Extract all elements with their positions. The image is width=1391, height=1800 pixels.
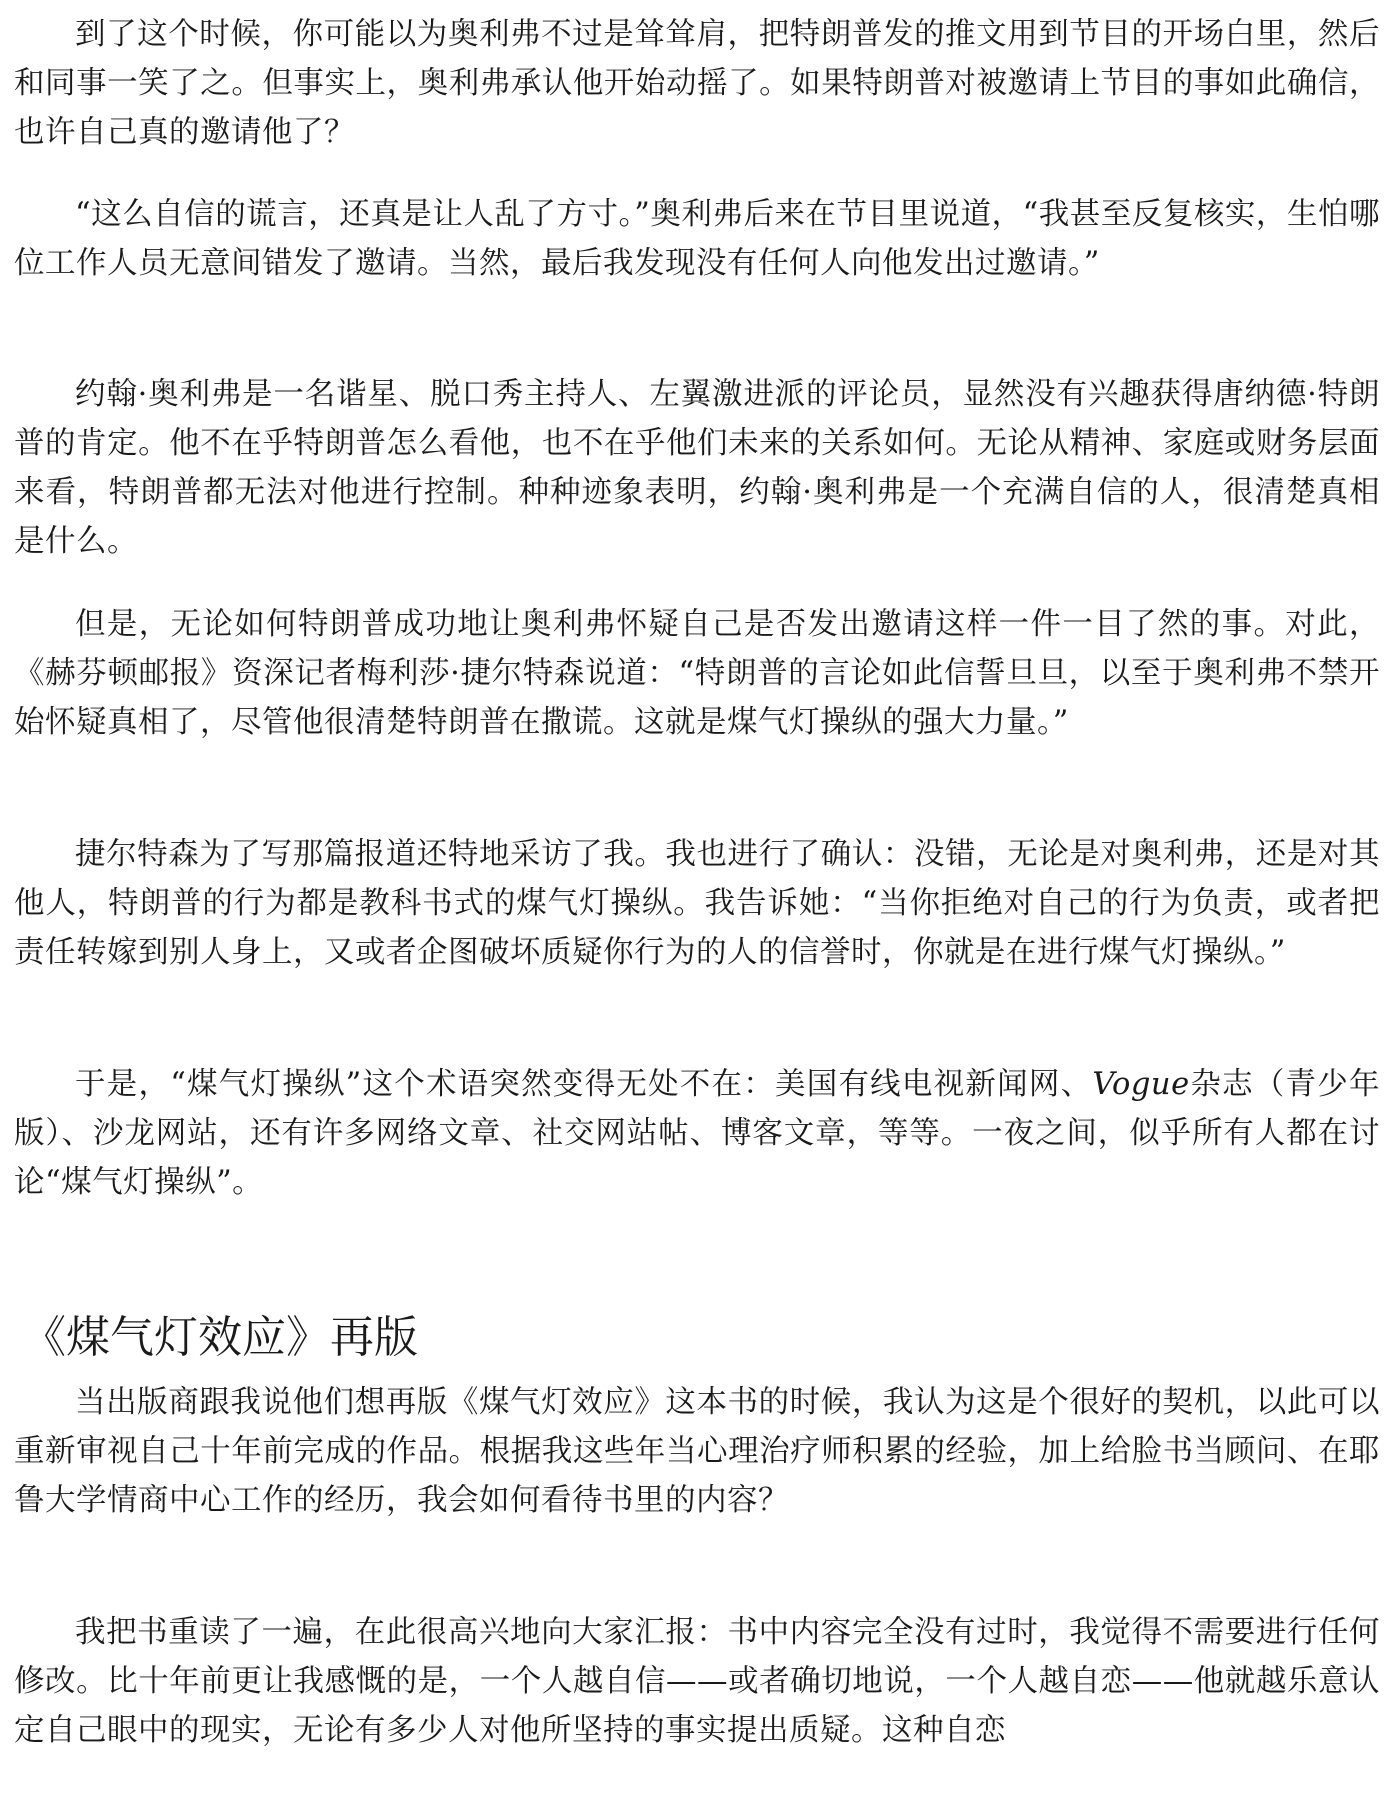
section-paragraph-1: 当出版商跟我说他们想再版《煤气灯效应》这本书的时候，我认为这是个很好的契机，以此可以重新审视自己十年前完成的作品。根据我这些年当心理治疗师积累的经验，加上给脸书当顾问、在耶鲁大学情商中心工作的经历，我会如何看待书里的内容？ <box>14 1385 1380 1518</box>
paragraph-6-text-a: 于是，“煤气灯操纵”这个术语突然变得无处不在：美国有线电视新闻网、 <box>75 1067 1093 1102</box>
paragraph-6-text-b: 杂志（青少年版）、沙龙网站，还有许多网络文章、社交网站帖、博客文章，等等。一夜之间，似乎所有人都在讨论“煤气灯操纵”。 <box>14 1067 1381 1200</box>
paragraph-4: 但是，无论如何特朗普成功地让奥利弗怀疑自己是否发出邀请这样一件一目了然的事。对此，《赫芬顿邮报》资深记者梅利莎·捷尔特森说道：“特朗普的言论如此信誓旦旦，以至于奥利弗不禁开始怀疑真相了，尽管他很清楚特朗普在撒谎。这就是煤气灯操纵的强大力量。” <box>14 607 1380 740</box>
section-paragraph-2: 我把书重读了一遍，在此很高兴地向大家汇报：书中内容完全没有过时，我觉得不需要进行任何修改。比十年前更让我感慨的是，一个人越自信——或者确切地说，一个人越自恋——他就越乐意认定自己眼中的现实，无论有多少人对他所坚持的事实提出质疑。这种自恋 <box>14 1615 1380 1748</box>
vogue-title: Vogue <box>1092 1067 1190 1102</box>
paragraph-5: 捷尔特森为了写那篇报道还特地采访了我。我也进行了确认：没错，无论是对奥利弗，还是对其他人，特朗普的行为都是教科书式的煤气灯操纵。我告诉她：“当你拒绝对自己的行为负责，或者把责任转嫁到别人身上，又或者企图破坏质疑你行为的人的信誉时，你就是在进行煤气灯操纵。” <box>14 837 1380 970</box>
paragraph-2: “这么自信的谎言，还真是让人乱了方寸。”奥利弗后来在节目里说道，“我甚至反复核实，生怕哪位工作人员无意间错发了邀请。当然，最后我发现没有任何人向他发出过邀请。” <box>14 197 1380 281</box>
paragraph-3: 约翰·奥利弗是一名谐星、脱口秀主持人、左翼激进派的评论员，显然没有兴趣获得唐纳德·特朗普的肯定。他不在乎特朗普怎么看他，也不在乎他们未来的关系如何。无论从精神、家庭或财务层面来看，特朗普都无法对他进行控制。种种迹象表明，约翰·奥利弗是一个充满自信的人，很清楚真相是什么。 <box>14 377 1380 559</box>
paragraph-1: 到了这个时候，你可能以为奥利弗不过是耸耸肩，把特朗普发的推文用到节目的开场白里，然后和同事一笑了之。但事实上，奥利弗承认他开始动摇了。如果特朗普对被邀请上节目的事如此确信，也许自己真的邀请他了？ <box>14 17 1380 150</box>
section-heading: 《煤气灯效应》再版 <box>22 1312 418 1363</box>
paragraph-6 <box>14 1060 1380 1207</box>
